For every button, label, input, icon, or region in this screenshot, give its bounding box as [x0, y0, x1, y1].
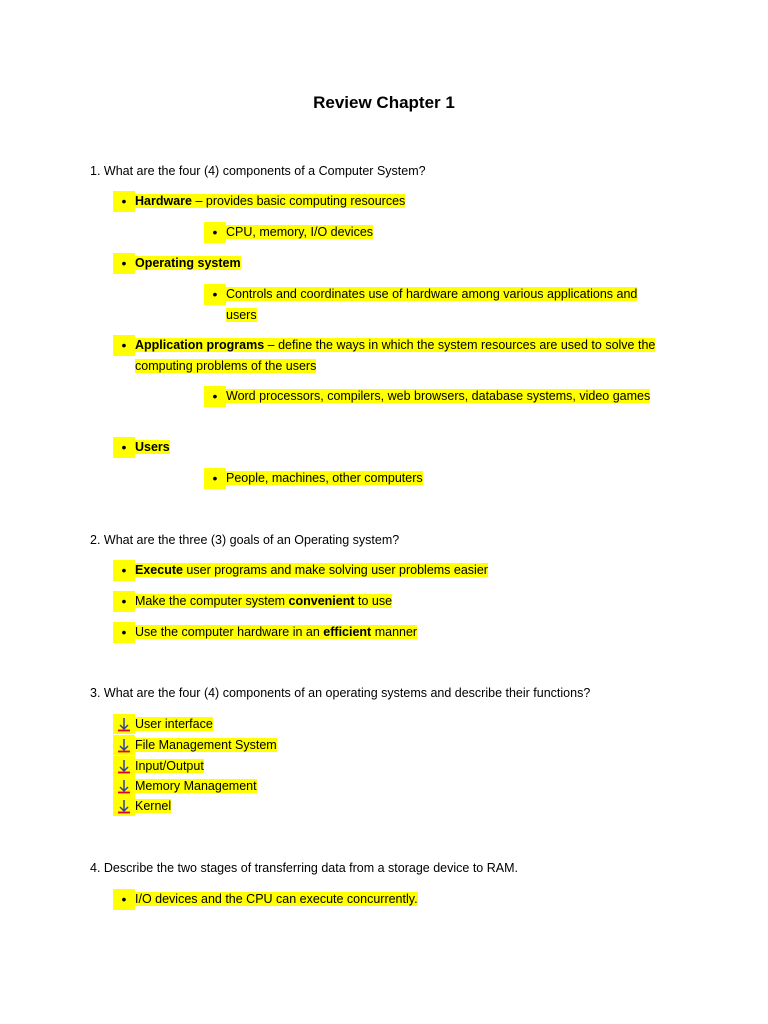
q1-item-users: • Users: [113, 437, 703, 458]
q3-item-input-output: Input/Output: [113, 756, 204, 776]
bullet-icon: •: [204, 468, 226, 489]
question-3: 3. What are the four (4) components of an operating systems and describe their functions?: [90, 686, 591, 700]
arrow-bullet-icon: [113, 776, 135, 796]
page-title: Review Chapter 1: [313, 93, 455, 112]
bullet-icon: •: [113, 560, 135, 581]
bullet-icon: •: [113, 437, 135, 458]
q1-subitem-cpu: • CPU, memory, I/O devices: [204, 222, 684, 243]
arrow-bullet-icon: [113, 796, 135, 816]
bullet-icon: •: [113, 253, 135, 274]
q1-item-application-programs: • Application programs – define the ways in which the system resources are used to solve the computing problems of the users: [113, 335, 703, 377]
bullet-icon: •: [204, 386, 226, 407]
q3-item-kernel: Kernel: [113, 796, 171, 816]
q1-item-operating-system: • Operating system: [113, 253, 703, 274]
q1-subitem-word-processors: • Word processors, compilers, web browsers, database systems, video games: [204, 386, 684, 407]
q2-item-execute: • Execute user programs and make solving user problems easier: [113, 560, 703, 581]
bullet-icon: •: [113, 335, 135, 356]
question-1: 1. What are the four (4) components of a Computer System?: [90, 164, 426, 178]
bullet-icon: •: [113, 889, 135, 910]
q2-item-convenient: • Make the computer system convenient to use: [113, 591, 703, 612]
q4-item-io-devices: • I/O devices and the CPU can execute concurrently.: [113, 889, 703, 910]
q1-item-hardware: • Hardware – provides basic computing resources: [113, 191, 703, 212]
question-2: 2. What are the three (3) goals of an Operating system?: [90, 533, 400, 547]
q3-item-user-interface: User interface: [113, 714, 213, 734]
bullet-icon: •: [113, 591, 135, 612]
arrow-bullet-icon: [113, 756, 135, 776]
bullet-icon: •: [204, 284, 226, 305]
q1-subitem-controls: • Controls and coordinates use of hardware among various applications and users: [204, 284, 684, 326]
arrow-bullet-icon: [113, 714, 135, 734]
bullet-icon: •: [113, 622, 135, 643]
bullet-icon: •: [113, 191, 135, 212]
q3-item-memory-management: Memory Management: [113, 776, 257, 796]
question-4: 4. Describe the two stages of transferring data from a storage device to RAM.: [90, 861, 518, 875]
q2-item-efficient: • Use the computer hardware in an efficient manner: [113, 622, 703, 643]
bullet-icon: •: [204, 222, 226, 243]
q3-item-file-management: File Management System: [113, 735, 277, 755]
arrow-bullet-icon: [113, 735, 135, 755]
q1-subitem-people: • People, machines, other computers: [204, 468, 684, 489]
